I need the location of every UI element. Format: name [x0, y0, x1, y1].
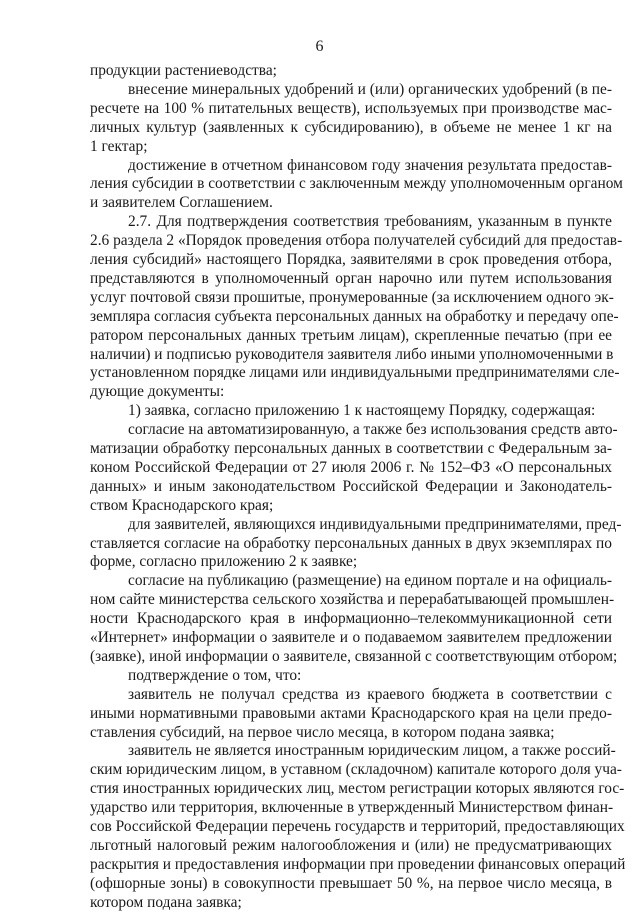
text-line: согласие на публикацию (размещение) на едином портале и на официаль-: [128, 572, 612, 590]
text-line: дующие документы:: [90, 383, 225, 401]
text-line: земпляра согласия субъекта персональных данных на обработку и передачу опе-: [90, 307, 619, 325]
text-line: ставления субсидий, на первое число месяца, в котором подана заявка;: [90, 723, 555, 741]
text-line: иными нормативными правовыми актами Краснодарского края на цели предо-: [90, 704, 612, 722]
text-line: ударство или территория, включенные в утвержденный Министерством финан-: [90, 799, 614, 817]
text-line: «Интернет» информации о заявителе и о подаваемом заявителем предложении: [90, 629, 612, 646]
text-line: сов Российской Федерации перечень государств и территорий, предоставляющих: [90, 818, 625, 835]
text-line: ресчете на 100 % питательных веществ), используемых при производстве мас-: [90, 99, 612, 117]
text-line: достижение в отчетном финансовом году значения результата предостав-: [128, 156, 612, 174]
text-line: льготный налоговый режим налогообложения и (или) не предусматривающих: [90, 836, 612, 854]
text-line: матизации обработку персональных данных в соответствии с Федеральным за-: [90, 440, 612, 457]
text-line: и заявителем Соглашением.: [90, 194, 273, 212]
text-line: (офшорные зоны) в совокупности превышает 50 %, на первое число месяца, в: [90, 874, 612, 892]
text-line: ном сайте министерства сельского хозяйства и перерабатывающей промышлен-: [90, 591, 615, 609]
text-line: личных культур (заявленных к субсидированию), в объеме не менее 1 кг на: [90, 118, 612, 136]
text-line: заявитель не получал средства из краевого бюджета в соответствии с: [128, 685, 612, 703]
text-line: 1 гектар;: [90, 137, 148, 155]
text-line: котором подана заявка;: [90, 893, 242, 911]
text-line: форме, согласно приложению 2 к заявке;: [90, 553, 358, 571]
text-line: согласие на автоматизированную, а также без использования средств авто-: [128, 421, 618, 439]
text-line: 2.7. Для подтверждения соответствия требованиям, указанным в пункте: [128, 213, 612, 231]
text-line: услуг почтовой связи прошитые, пронумерованные (за исключением одного эк-: [90, 288, 614, 306]
text-line: стия иностранных юридических лиц, местом регистрации которых являются гос-: [90, 780, 625, 798]
text-line: представляются в уполномоченный орган нарочно или путем использования: [90, 269, 612, 287]
text-line: данных» и иным законодательством Российской Федерации и Законодатель-: [90, 477, 612, 495]
text-line: ности Краснодарского края в информационно–телекоммуникационной сети: [90, 610, 612, 628]
text-line: (заявке), иной информации о заявителе, связанной с соответствующим отбором;: [90, 647, 618, 665]
text-line: ления субсидии в соответствии с заключенным между уполномоченным органом: [90, 175, 623, 193]
text-line: наличии) и подписью руководителя заявителя либо иными уполномоченными в: [90, 345, 614, 363]
text-line: 2.6 раздела 2 «Порядок проведения отбора получателей субсидий для предостав-: [90, 232, 623, 250]
text-line: ратором персональных данных третьим лицам), скрепленные печатью (при ее: [90, 326, 612, 344]
text-line: ским юридическим лицом, в уставном (складочном) капитале которого доля уча-: [90, 761, 622, 779]
text-line: установленном порядке лицами или индивидуальными предпринимателями сле-: [90, 364, 620, 382]
text-line: для заявителей, являющихся индивидуальными предпринимателями, пред-: [128, 515, 622, 533]
text-line: 1) заявка, согласно приложению 1 к настоящему Порядку, содержащая:: [128, 402, 596, 420]
text-line: подтверждение о том, что:: [128, 666, 302, 684]
text-line: внесение минеральных удобрений и (или) органических удобрений (в пе-: [128, 80, 612, 98]
text-line: ством Краснодарского края;: [90, 496, 274, 514]
text-line: ставляется согласие на обработку персональных данных в двух экземплярах по: [90, 534, 612, 552]
text-line: заявитель не является иностранным юридическим лицом, а также россий-: [128, 742, 616, 760]
text-line: ления субсидий» настоящего Порядка, заявителями в срок проведения отбора,: [90, 251, 612, 268]
text-line: раскрытия и предоставления информации при проведении финансовых операций: [90, 855, 626, 873]
text-line: коном Российской Федерации от 27 июля 2006 г. № 152–ФЗ «О персональных: [90, 458, 612, 476]
text-line: продукции растениеводства;: [90, 62, 277, 79]
page-number: 6: [315, 38, 324, 55]
